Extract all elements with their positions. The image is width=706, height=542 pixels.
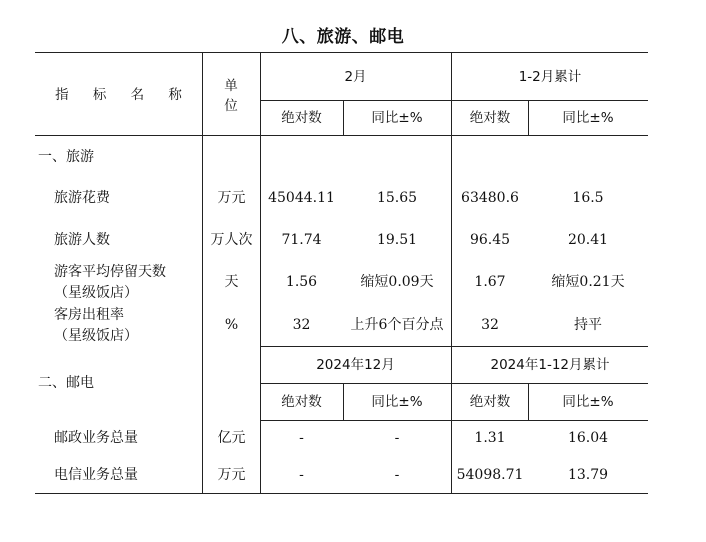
row-label-postal-volume: 邮政业务总量 [54, 430, 138, 446]
current-period-header: 2月 [344, 69, 367, 85]
cell-cumulative-yoy: 20.41 [567, 232, 609, 248]
cell-current-absolute: - [299, 430, 304, 446]
cell-current-yoy: - [394, 430, 400, 446]
post-cumulative-yoy-header: 同比±% [562, 394, 614, 410]
row-label-occupancy-line2: （星级饭店） [54, 328, 138, 344]
section-title-tourism: 一、旅游 [38, 149, 94, 165]
cell-current-absolute: 45044.11 [268, 190, 335, 206]
table-top-rule [35, 52, 648, 53]
current-yoy-header: 同比±% [371, 110, 423, 126]
post-header-bottom-rule [260, 420, 648, 421]
cell-cumulative-yoy: 持平 [574, 317, 602, 333]
table-bottom-rule [35, 493, 648, 494]
cell-current-yoy: 上升6个百分点 [350, 317, 444, 333]
row-unit: 万元 [217, 467, 246, 483]
row-unit: 天 [224, 274, 239, 290]
cumulative-yoy-header: 同比±% [562, 110, 614, 126]
cell-current-absolute: 1.56 [285, 274, 318, 290]
row-label-avg-stay-line1: 游客平均停留天数 [54, 264, 166, 280]
row-unit: % [224, 317, 239, 333]
cell-current-yoy: 缩短0.09天 [360, 274, 434, 290]
cell-cumulative-yoy: 16.04 [567, 430, 609, 446]
cell-cumulative-yoy: 16.5 [572, 190, 604, 206]
cell-cumulative-absolute: 32 [481, 317, 499, 333]
row-label-tourist-count: 旅游人数 [54, 232, 110, 248]
row-unit: 亿元 [217, 430, 246, 446]
cell-current-absolute: 32 [292, 317, 311, 333]
post-current-period-header: 2024年12月 [316, 357, 395, 373]
section-title-post-telecom: 二、邮电 [38, 375, 94, 391]
cell-cumulative-absolute: 96.45 [469, 232, 511, 248]
cell-current-yoy: 15.65 [376, 190, 418, 206]
cell-cumulative-absolute: 63480.6 [461, 190, 519, 206]
row-label-tourism-spending: 旅游花费 [54, 190, 110, 206]
row-label-telecom-volume: 电信业务总量 [54, 467, 138, 483]
post-cumulative-period-header: 2024年1-12月累计 [490, 357, 610, 373]
post-current-absolute-header: 绝对数 [281, 394, 322, 410]
cell-cumulative-absolute: 1.31 [474, 430, 506, 446]
cell-current-absolute: - [299, 467, 304, 483]
cumulative-period-header: 1-2月累计 [518, 69, 582, 85]
cell-current-yoy: 19.51 [376, 232, 418, 248]
unit-header: 单位 [224, 78, 238, 114]
cell-cumulative-absolute: 54098.71 [456, 467, 524, 483]
indicator-name-header: 指 标 名 称 [55, 87, 192, 103]
post-cumulative-absolute-header: 绝对数 [469, 394, 511, 410]
header-bottom-rule [35, 135, 648, 136]
post-header-sub-rule [260, 383, 648, 384]
cell-current-absolute: 71.74 [281, 232, 322, 248]
post-current-yoy-header: 同比±% [371, 394, 423, 410]
current-absolute-header: 绝对数 [281, 110, 322, 126]
page-title: 八、旅游、邮电 [281, 27, 405, 47]
cell-cumulative-absolute: 1.67 [474, 274, 506, 290]
header-sub-rule [260, 100, 648, 101]
row-unit: 万人次 [210, 232, 253, 248]
row-unit: 万元 [217, 190, 246, 206]
cumulative-absolute-header: 绝对数 [469, 110, 511, 126]
post-header-top-rule [260, 346, 648, 347]
cell-cumulative-yoy: 缩短0.21天 [551, 274, 625, 290]
row-label-occupancy-line1: 客房出租率 [54, 307, 124, 323]
row-label-avg-stay-line2: （星级饭店） [54, 285, 138, 301]
cell-cumulative-yoy: 13.79 [567, 467, 609, 483]
cell-current-yoy: - [394, 467, 400, 483]
